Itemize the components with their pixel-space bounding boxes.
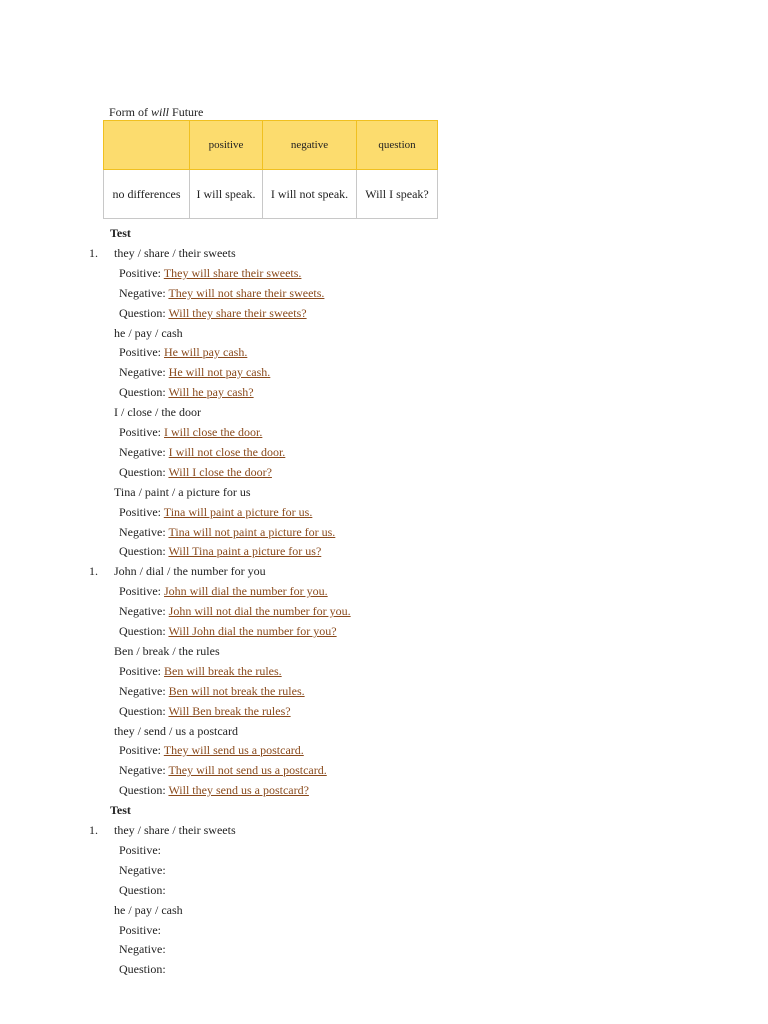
answer-line <box>119 444 285 460</box>
answer-text: Tina will not paint a picture for us. <box>168 525 336 539</box>
answer-label: Negative: <box>119 445 169 459</box>
answer-text: They will share their sweets. <box>163 266 302 280</box>
answer-text: They will not share their sweets. <box>168 286 325 300</box>
answer-label: Question: <box>119 783 169 797</box>
answer-text: Will he pay cash? <box>168 385 254 399</box>
answer-label: Positive: <box>119 743 164 757</box>
answer-text: Ben will break the rules. <box>164 664 282 678</box>
answer-label: Question: <box>119 306 169 320</box>
answer-line <box>119 922 161 938</box>
prompt-text: they / share / their sweets <box>114 823 236 837</box>
answer-text: He will not pay cash. <box>168 365 271 379</box>
answer-label: Negative: <box>119 525 169 539</box>
answer-label: Question: <box>119 465 169 479</box>
exercise-prompt <box>89 245 236 261</box>
caption-prefix: Form of <box>109 105 151 119</box>
answer-line <box>119 742 304 758</box>
answer-label: Negative: <box>119 863 166 877</box>
answer-text: Will Tina paint a picture for us? <box>168 544 322 558</box>
exercise-prompt <box>114 643 220 659</box>
answer-text: John will not dial the number for you. <box>168 604 351 618</box>
answer-line <box>119 941 166 957</box>
answer-line <box>119 782 309 798</box>
answer-line <box>119 464 272 480</box>
prompt-text: Ben / break / the rules <box>114 644 220 658</box>
exercise-prompt <box>89 822 236 838</box>
table-header-cell: positive <box>190 121 263 170</box>
prompt-text: I / close / the door <box>114 405 201 419</box>
answer-label: Positive: <box>119 843 162 857</box>
section-heading: Test <box>110 226 131 240</box>
table-header-row <box>104 121 438 170</box>
answer-label: Question: <box>119 962 166 976</box>
answer-line <box>119 524 335 540</box>
answer-label: Negative: <box>119 365 169 379</box>
answer-label: Positive: <box>119 923 162 937</box>
item-number: 1. <box>89 823 98 837</box>
answer-line <box>119 543 321 559</box>
answer-text: He will pay cash. <box>164 345 248 359</box>
answer-line <box>119 663 282 679</box>
answer-label: Negative: <box>119 763 169 777</box>
answer-line <box>119 842 161 858</box>
answer-label: Negative: <box>119 942 166 956</box>
will-future-table <box>103 120 438 219</box>
item-number: 1. <box>89 246 98 260</box>
table-cell: Will I speak? <box>357 170 438 219</box>
answer-text: I will close the door. <box>164 425 263 439</box>
table-header-cell <box>104 121 190 170</box>
answer-text: Ben will not break the rules. <box>168 684 305 698</box>
exercise-prompt <box>89 563 266 579</box>
prompt-text: he / pay / cash <box>114 326 183 340</box>
answer-text: They will send us a postcard. <box>163 743 304 757</box>
answer-text: They will not send us a postcard. <box>168 763 327 777</box>
table-cell: I will not speak. <box>263 170 357 219</box>
answer-line <box>119 882 166 898</box>
exercise-prompt <box>114 484 251 500</box>
answer-line <box>119 762 327 778</box>
answer-label: Negative: <box>119 286 169 300</box>
answer-label: Positive: <box>119 664 165 678</box>
answer-line <box>119 703 291 719</box>
exercise-prompt <box>114 902 183 918</box>
answer-label: Question: <box>119 704 169 718</box>
answer-line <box>119 305 307 321</box>
exercise-prompt <box>114 325 183 341</box>
table-header-cell: question <box>357 121 438 170</box>
answer-line <box>119 683 305 699</box>
answer-line <box>119 384 254 400</box>
answer-label: Positive: <box>119 584 165 598</box>
item-number: 1. <box>89 564 98 578</box>
answer-line <box>119 285 324 301</box>
prompt-text: Tina / paint / a picture for us <box>114 485 251 499</box>
answer-text: Will they share their sweets? <box>168 306 307 320</box>
answer-label: Question: <box>119 385 169 399</box>
answer-label: Question: <box>119 883 166 897</box>
answer-label: Question: <box>119 624 169 638</box>
prompt-text: they / share / their sweets <box>114 246 236 260</box>
table-caption <box>109 105 203 120</box>
answer-text: Will I close the door? <box>168 465 272 479</box>
answer-text: Will Ben break the rules? <box>168 704 291 718</box>
table-cell: no differences <box>104 170 190 219</box>
answer-line <box>119 504 312 520</box>
answer-label: Negative: <box>119 684 169 698</box>
answer-label: Positive: <box>119 425 165 439</box>
answer-text: Will they send us a postcard? <box>168 783 309 797</box>
answer-text: Tina will paint a picture for us. <box>163 505 313 519</box>
answer-label: Positive: <box>119 266 164 280</box>
answer-label: Positive: <box>119 505 164 519</box>
table-row <box>104 170 438 219</box>
answer-line <box>119 862 166 878</box>
caption-italic: will <box>151 105 170 119</box>
table-cell: I will speak. <box>190 170 263 219</box>
table-header-cell: negative <box>263 121 357 170</box>
answer-line <box>119 364 270 380</box>
section-heading: Test <box>110 803 131 817</box>
prompt-text: they / send / us a postcard <box>114 724 238 738</box>
answer-text: John will dial the number for you. <box>164 584 328 598</box>
answer-line <box>119 623 337 639</box>
answer-line <box>119 424 262 440</box>
caption-suffix: Future <box>169 105 204 119</box>
exercise-prompt <box>114 404 201 420</box>
answer-line <box>119 265 301 281</box>
answer-text: Will John dial the number for you? <box>168 624 337 638</box>
answer-line <box>119 344 247 360</box>
exercise-prompt <box>114 723 238 739</box>
answer-text: I will not close the door. <box>168 445 286 459</box>
answer-label: Negative: <box>119 604 169 618</box>
prompt-text: he / pay / cash <box>114 903 183 917</box>
prompt-text: John / dial / the number for you <box>114 564 266 578</box>
answer-line <box>119 961 166 977</box>
answer-label: Question: <box>119 544 169 558</box>
answer-line <box>119 603 351 619</box>
answer-line <box>119 583 328 599</box>
answer-label: Positive: <box>119 345 165 359</box>
